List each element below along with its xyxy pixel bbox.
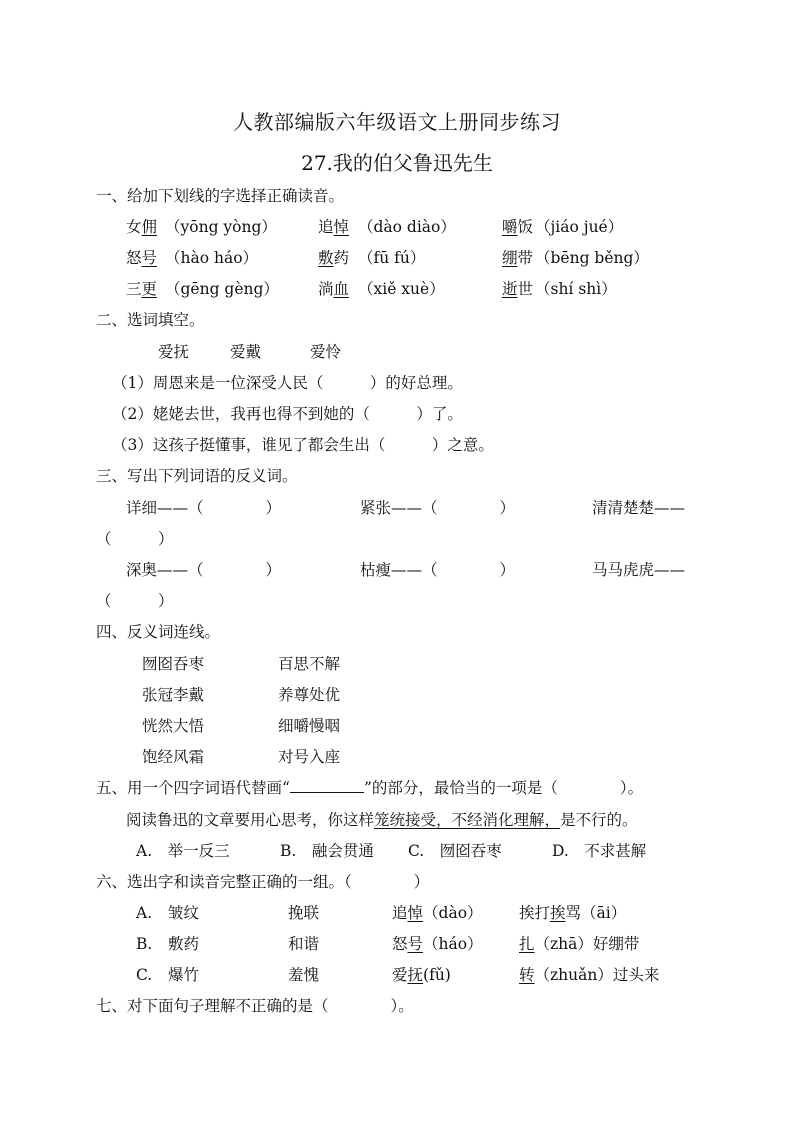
q1-heading: 一、给加下划线的字选择正确读音。 [96,187,345,205]
q5-heading: 五、用一个四字词语代替画“ ”的部分，最恰当的一项是（ ）。 [96,779,644,797]
q4-left-item: 饱经风霜 [142,748,205,766]
q1-pinyin: （jiáo jué） [535,218,624,236]
q3-item: 马马虎虎—— [592,561,686,579]
q1-item: 绷带 [502,249,534,267]
worksheet-title: 人教部编版六年级语文上册同步练习 [233,110,561,134]
q1-item: 女佣 [126,218,158,236]
q6-word: 爱抚(fǔ) [392,966,451,984]
q3-item: （ ） [96,530,174,548]
q3-item: 枯瘦——（ ） [360,561,516,579]
q4-right-item: 细嚼慢咽 [278,717,341,735]
q6-word: 和谐 [288,935,320,953]
q6-option-label: C. [136,966,153,984]
q4-left-item: 张冠李戴 [142,686,205,704]
q1-pinyin: （hào háo） [165,249,259,267]
q1-pinyin: （fū fú） [358,249,426,267]
q6-word: 转（zhuǎn）过头来 [519,966,660,984]
q2-heading: 二、选词填空。 [96,311,205,329]
q5-option: D. 不求甚解 [552,842,647,860]
q2-sentence: （1）周恩来是一位深受人民（ ）的好总理。 [112,374,463,392]
q5-sentence: 阅读鲁迅的文章要用心思考，你这样笼统接受，不经消化理解，是不行的。 [126,811,638,829]
q1-pinyin: （gēng gèng） [165,280,279,298]
q6-word: 怒号（háo） [392,935,483,953]
q1-item: 淌血 [318,280,350,298]
q2-sentence: （3）这孩子挺懂事，谁见了都会生出（ ）之意。 [112,436,494,454]
q6-word: 扎（zhā）好绷带 [519,935,640,953]
q1-item: 追悼 [318,218,350,236]
q4-left-item: 囫囵吞枣 [142,655,205,673]
q1-pinyin: （xiě xuè） [358,280,445,298]
q2-sentence: （2）姥姥去世，我再也得不到她的（ ）了。 [112,405,463,423]
q5-underline-blank [290,778,364,793]
q2-word: 爱戴 [230,343,262,361]
q3-item: 紧张——（ ） [360,499,516,517]
q5-option: B. 融会贯通 [280,842,374,860]
q4-right-item: 养尊处优 [278,686,341,704]
q1-pinyin: （shí shì） [535,280,617,298]
q1-item: 敷药 [318,249,350,267]
q1-item: 三更 [126,280,158,298]
q1-pinyin: （bēng běng） [535,249,649,267]
q6-word: 追悼（dào） [392,904,483,922]
q6-word: 羞愧 [288,966,320,984]
q4-heading: 四、反义词连线。 [96,623,221,641]
q1-item: 逝世 [502,280,534,298]
q2-word: 爱抚 [158,343,190,361]
q3-item: 详细——（ ） [126,499,282,517]
q1-item: 怒号 [126,249,158,267]
q1-pinyin: （dào diào） [358,218,456,236]
q6-word: 皱纹 [168,904,200,922]
q4-right-item: 对号入座 [278,748,341,766]
q5-option: C. 囫囵吞枣 [408,842,502,860]
q6-word: 爆竹 [168,966,200,984]
q3-heading: 三、写出下列词语的反义词。 [96,467,298,485]
q6-option-label: B. [136,935,153,953]
q1-item: 嚼饭 [502,218,534,236]
q4-right-item: 百思不解 [278,655,341,673]
lesson-title: 27.我的伯父鲁迅先生 [301,151,493,175]
q1-pinyin: （yōng yòng） [165,218,277,236]
q7-heading: 七、对下面句子理解不正确的是（ ）。 [96,997,414,1015]
q3-item: 清清楚楚—— [592,499,686,517]
q6-word: 挨打挨骂（āi） [519,904,627,922]
q3-item: （ ） [96,592,174,610]
q6-heading: 六、选出字和读音完整正确的一组。（ ） [96,873,430,891]
q6-word: 挽联 [288,904,320,922]
q4-left-item: 恍然大悟 [142,717,205,735]
q3-item: 深奥——（ ） [126,561,282,579]
q5-option: A. 举一反三 [136,842,230,860]
q2-word: 爱怜 [310,343,342,361]
q6-option-label: A. [136,904,153,922]
q6-word: 敷药 [168,935,200,953]
